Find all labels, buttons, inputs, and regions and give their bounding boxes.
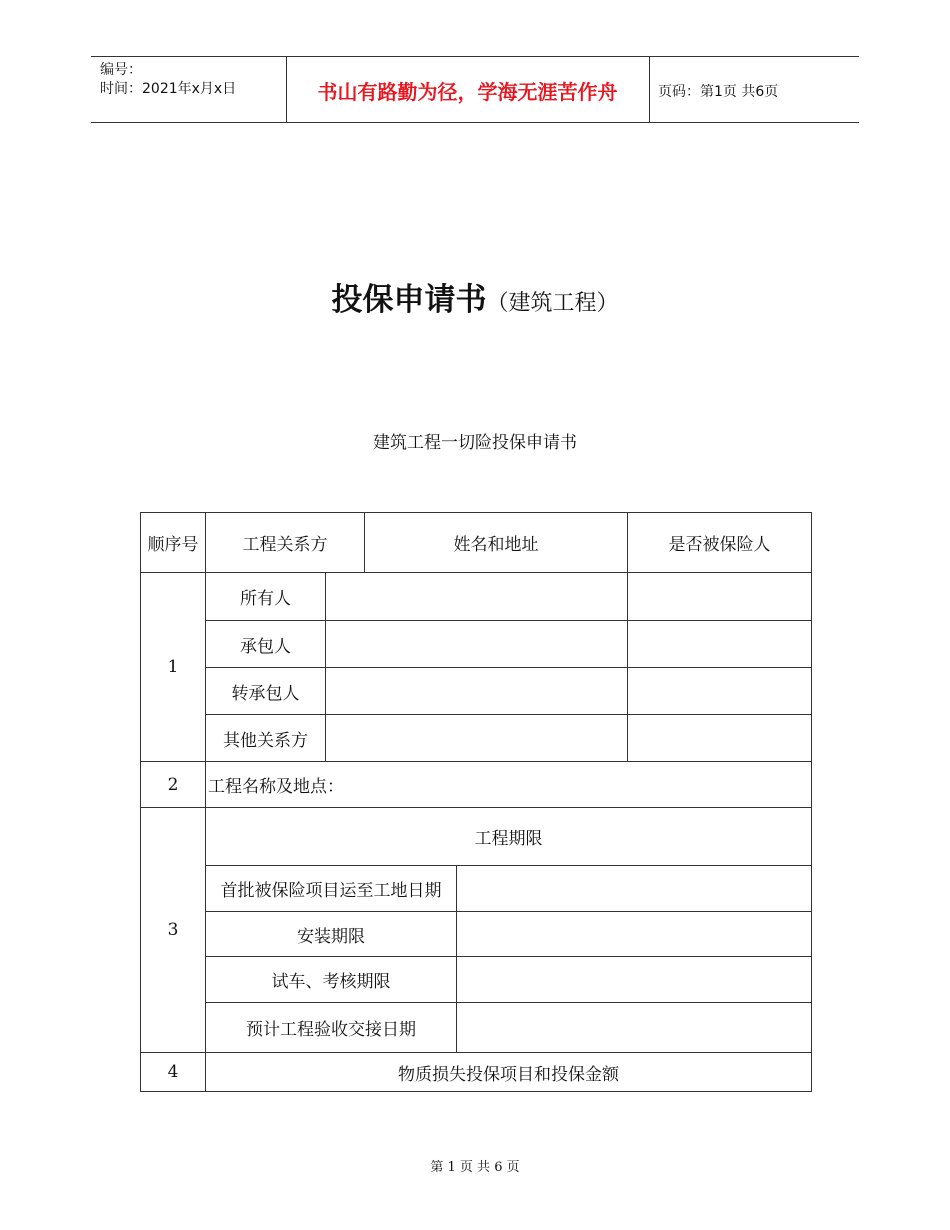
first-delivery-date-label: 首批被保险项目运至工地日期 [205, 865, 457, 912]
party-contractor-insured-field[interactable] [627, 620, 812, 668]
header-motto: 书山有路勤为径，学海无涯苦作舟 [317, 80, 618, 104]
acceptance-date-label: 预计工程验收交接日期 [205, 1002, 457, 1053]
title-main: 投保申请书 [331, 282, 487, 318]
page-info: 页码：第1页 共6页 [658, 84, 779, 100]
header-divider-right [649, 56, 650, 122]
row2-seq: 2 [140, 761, 206, 808]
header-cell-seq: 顺序号 [140, 512, 206, 573]
header-cell-party: 工程关系方 [205, 512, 365, 573]
row1-seq: 1 [140, 572, 206, 762]
first-delivery-date-field[interactable] [456, 865, 812, 912]
header-cell-insured: 是否被保险人 [627, 512, 812, 573]
project-name-location-field[interactable]: 工程名称及地点： [205, 761, 812, 808]
party-subcontractor-insured-field[interactable] [627, 667, 812, 715]
party-contractor-label: 承包人 [205, 620, 326, 668]
form-subtitle: 建筑工程一切险投保申请书 [373, 433, 577, 453]
party-owner-insured-field[interactable] [627, 572, 812, 621]
project-period-title: 工程期限 [205, 807, 812, 866]
party-contractor-name-field[interactable] [325, 620, 628, 668]
party-other-name-field[interactable] [325, 714, 628, 762]
test-run-period-field[interactable] [456, 956, 812, 1003]
party-subcontractor-label: 转承包人 [205, 667, 326, 715]
title-sub: （建筑工程） [486, 291, 619, 316]
party-other-insured-field[interactable] [627, 714, 812, 762]
header-top-rule [91, 56, 859, 57]
time-label: 时间：2021年x月x日 [100, 81, 237, 97]
header-cell-name-address: 姓名和地址 [364, 512, 628, 573]
row3-seq: 3 [140, 807, 206, 1053]
acceptance-date-field[interactable] [456, 1002, 812, 1053]
party-owner-label: 所有人 [205, 572, 326, 621]
number-label: 编号： [100, 62, 142, 78]
party-subcontractor-name-field[interactable] [325, 667, 628, 715]
page-footer: 第 1 页 共 6 页 [430, 1160, 520, 1175]
installation-period-label: 安装期限 [205, 911, 457, 957]
party-other-label: 其他关系方 [205, 714, 326, 762]
party-owner-name-field[interactable] [325, 572, 628, 621]
installation-period-field[interactable] [456, 911, 812, 957]
material-damage-items-title: 物质损失投保项目和投保金额 [205, 1052, 812, 1092]
header-bottom-rule [91, 122, 859, 123]
test-run-period-label: 试车、考核期限 [205, 956, 457, 1003]
row4-seq: 4 [140, 1052, 206, 1092]
page-title [0, 274, 950, 319]
